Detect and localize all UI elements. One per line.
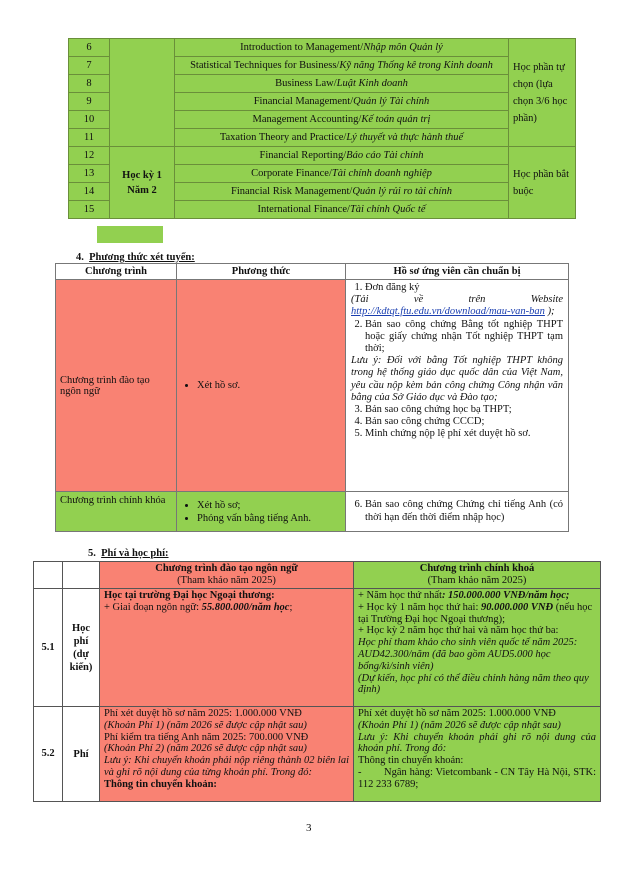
doc-item: 5. Minh chứng nộp lệ phí xét duyệt hồ sơ.	[365, 428, 563, 440]
doc-note: Lưu ý: Đối với bằng Tốt nghiệp THPT không trong hệ thống giáo dục quốc dân của Việt Nam, yêu cầu nộp kèm bản công chứng Công nhận văn bằng của Sở Giáo dục và Đào tạo;	[351, 355, 563, 403]
course-number: 6	[69, 39, 110, 57]
empty-cell	[63, 562, 100, 589]
course-name: International Finance/Tài chính Quốc tế	[175, 201, 509, 219]
doc-note: (Tải về trên Website http://kdtqt.ftu.edu.vn/download/mau-van-ban );	[351, 294, 563, 318]
doc-item: 6. Bản sao công chứng Chứng chỉ tiếng Anh (có thời hạn đến thời điểm nhập học)	[365, 499, 563, 523]
tuition-main: + Năm học thứ nhất: 150.000.000 VNĐ/năm học; + Học kỳ 1 năm học thứ hai: 90.000.000 VNĐ (nếu học tại Trường Đại học Ngoại thương); + Học kỳ 2 năm học thứ hai và năm học thứ ba: Học phí tham khảo cho sinh viên quốc tế năm 2025: AUD42.300/năm (đã bao gồm AUD5.000 học bổng/kì/sinh viên) (Dự kiến, học phí có thể điều chỉnh hàng năm theo quy định)	[354, 589, 601, 707]
row-index: 5.1	[34, 589, 63, 707]
documents-cell	[346, 280, 569, 492]
course-table	[68, 38, 576, 219]
course-number: 13	[69, 165, 110, 183]
course-number: 8	[69, 75, 110, 93]
doc-item: 4. Bản sao công chứng CCCD;	[365, 416, 563, 428]
header-language-program: Chương trình đào tạo ngôn ngữ (Tham khảo năm 2025)	[100, 562, 354, 589]
fees-main: Phí xét duyệt hồ sơ năm 2025: 1.000.000 VNĐ (Khoản Phí 1) (năm 2026 sẽ được cập nhật sau) Lưu ý: Khi chuyển khoản phải ghi rõ nội dung của khoản phí. Trong đó: Thông tin chuyển khoản: - Ngân hàng: Vietcombank - CN Tây Hà Nội, STK: 112 233 6789;	[354, 707, 601, 802]
section-5-heading: 5. Phí và học phí:	[88, 548, 169, 559]
course-number: 11	[69, 129, 110, 147]
semester-cell: Học kỳ 1 Năm 2	[110, 147, 175, 219]
course-name: Financial Reporting/Báo cáo Tài chính	[175, 147, 509, 165]
program-main: Chương trình chính khóa	[56, 492, 177, 532]
course-name: Management Accounting/Kế toán quản trị	[175, 111, 509, 129]
table-row	[56, 492, 569, 532]
semester-cell-empty	[110, 39, 175, 147]
course-number: 14	[69, 183, 110, 201]
table-row	[34, 589, 601, 707]
empty-cell	[34, 562, 63, 589]
fees-language: Phí xét duyệt hồ sơ năm 2025: 1.000.000 VNĐ (Khoản Phí 1) (năm 2026 sẽ được cập nhật sau) Phí kiểm tra tiếng Anh năm 2025: 700.000 VNĐ (Khoản Phí 2) (năm 2026 sẽ được cập nhật sau) Lưu ý: Khi chuyển khoản phải nộp riêng thành 02 biên lai và ghi rõ nội dung của từng khoản phí. Trong đó: Thông tin chuyển khoản:	[100, 707, 354, 802]
course-name: Statistical Techniques for Business/Kỹ năng Thống kê trong Kinh doanh	[175, 57, 509, 75]
fees-table	[33, 561, 601, 802]
required-label: Học phần bắt buộc	[509, 147, 576, 219]
doc-item: 1. Đơn đăng ký	[365, 282, 563, 294]
table-row	[56, 280, 569, 492]
table-row	[69, 39, 576, 57]
program-language: Chương trình đào tạo ngôn ngữ	[56, 280, 177, 492]
section-4-heading: 4. Phương thức xét tuyển:	[76, 252, 195, 263]
header-main-program: Chương trình chính khoá (Tham khảo năm 2025)	[354, 562, 601, 589]
method-cell	[177, 280, 346, 492]
documents-cell	[346, 492, 569, 532]
course-name: Corporate Finance/Tài chính doanh nghiệp	[175, 165, 509, 183]
semester-overflow-block	[97, 226, 163, 243]
course-name: Taxation Theory and Practice/Lý thuyết và thực hành thuế	[175, 129, 509, 147]
method-item: • Xét hồ sơ.	[197, 379, 341, 392]
course-number: 7	[69, 57, 110, 75]
table-row	[69, 147, 576, 165]
course-number: 12	[69, 147, 110, 165]
course-name: Financial Risk Management/Quản lý rủi ro tài chính	[175, 183, 509, 201]
header-program: Chương trình	[56, 264, 177, 280]
tuition-language: Học tại trường Đại học Ngoại thương: + Giai đoạn ngôn ngữ: 55.800.000/năm học;	[100, 589, 354, 707]
method-item: • Phỏng vấn bằng tiếng Anh.	[197, 512, 341, 525]
table-row	[34, 707, 601, 802]
row-label: Phí	[63, 707, 100, 802]
header-documents: Hồ sơ ứng viên cần chuẩn bị	[346, 264, 569, 280]
course-name: Introduction to Management/Nhập môn Quản lý	[175, 39, 509, 57]
admission-table	[55, 263, 569, 532]
course-name: Business Law/Luật Kinh doanh	[175, 75, 509, 93]
table-header-row	[34, 562, 601, 589]
row-index: 5.2	[34, 707, 63, 802]
course-number: 9	[69, 93, 110, 111]
course-number: 15	[69, 201, 110, 219]
download-link[interactable]: http://kdtqt.ftu.edu.vn/download/mau-van-ban	[351, 306, 545, 318]
doc-item: 3. Bản sao công chứng học bạ THPT;	[365, 404, 563, 416]
course-name: Financial Management/Quản lý Tài chính	[175, 93, 509, 111]
method-item: • Xét hồ sơ;	[197, 499, 341, 512]
method-cell	[177, 492, 346, 532]
course-number: 10	[69, 111, 110, 129]
row-label: Học phí (dự kiến)	[63, 589, 100, 707]
page-number: 3	[306, 822, 312, 834]
elective-label: Học phần tự chọn (lựa chọn 3/6 học phần)	[509, 39, 576, 147]
doc-item: 2. Bản sao công chứng Bằng tốt nghiệp THPT hoặc giấy chứng nhận Tốt nghiệp THPT tạm thời;	[365, 319, 563, 356]
table-header-row	[56, 264, 569, 280]
header-method: Phương thức	[177, 264, 346, 280]
